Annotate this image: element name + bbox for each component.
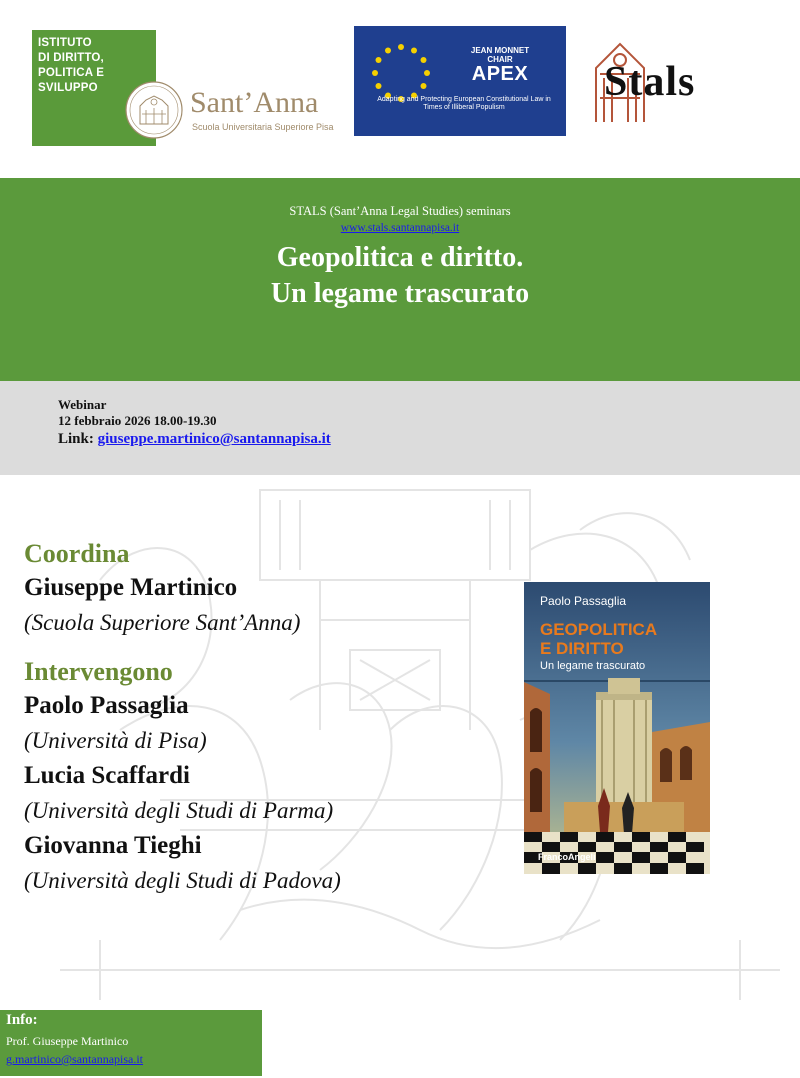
info-box — [0, 1010, 262, 1076]
stals-wordmark: Stals — [604, 59, 696, 105]
istituto-line: DI DIRITTO, — [38, 52, 104, 64]
santanna-name: Sant’Anna — [190, 86, 319, 119]
istituto-line: POLITICA E — [38, 67, 105, 79]
info-heading: Info: — [6, 1012, 38, 1028]
info-contact-name: Prof. Giuseppe Martinico — [6, 1034, 129, 1048]
speakers-section — [24, 538, 341, 898]
santanna-logo — [124, 80, 344, 142]
panelist-name: Giovanna Tieghi — [24, 832, 202, 859]
panelist-name: Paolo Passaglia — [24, 692, 189, 719]
seminar-series: STALS (Sant’Anna Legal Studies) seminars — [289, 204, 511, 218]
book-title-line-2: E DIRITTO — [540, 639, 624, 658]
santanna-subtitle: Scuola Universitaria Superiore Pisa — [192, 122, 334, 132]
coordina-heading: Coordina — [24, 539, 130, 568]
page-title — [0, 240, 800, 312]
title-band — [0, 178, 800, 381]
apex-title: APEX — [471, 63, 529, 85]
book-author: Paolo Passaglia — [540, 594, 627, 608]
coordinator-affiliation: (Scuola Superiore Sant’Anna) — [24, 610, 301, 635]
event-date: 12 febbraio 2026 18.00-19.30 — [58, 413, 217, 428]
event-details — [0, 381, 800, 475]
stals-logo — [590, 38, 750, 128]
intervengono-heading: Intervengono — [24, 657, 173, 686]
event-link-label: Link: — [58, 431, 94, 447]
stals-website-link[interactable]: www.stals.santannapisa.it — [340, 222, 460, 234]
panelist-affiliation: (Università di Pisa) — [24, 728, 207, 753]
info-email-link[interactable]: g.martinico@santannapisa.it — [6, 1052, 144, 1066]
event-format: Webinar — [58, 397, 107, 412]
panelist-affiliation: (Università degli Studi di Parma) — [24, 798, 334, 823]
event-link-email[interactable]: giuseppe.martinico@santannapisa.it — [97, 431, 331, 447]
title-line-1: Geopolitica e diritto. — [276, 242, 524, 273]
apex-description: Adapting and Protecting European Constitutional Law in Times of Illiberal Populism — [377, 96, 551, 111]
santanna-seal-icon — [124, 80, 184, 140]
apex-jean-monnet: JEAN MONNET — [470, 46, 530, 55]
book-title-line-1: GEOPOLITICA — [540, 620, 658, 639]
title-line-2: Un legame trascurato — [270, 278, 530, 309]
book-subtitle: Un legame trascurato — [540, 660, 646, 672]
book-cover — [524, 582, 710, 874]
book-publisher: FrancoAngeli — [538, 852, 596, 862]
apex-logo — [354, 26, 566, 136]
apex-chair: CHAIR — [487, 55, 513, 64]
panelist-affiliation: (Università degli Studi di Padova) — [24, 868, 341, 893]
coordinator-name: Giuseppe Martinico — [24, 574, 238, 601]
panelist-name: Lucia Scaffardi — [24, 762, 190, 789]
istituto-line: SVILUPPO — [38, 82, 98, 94]
istituto-line: ISTITUTO — [38, 37, 92, 49]
